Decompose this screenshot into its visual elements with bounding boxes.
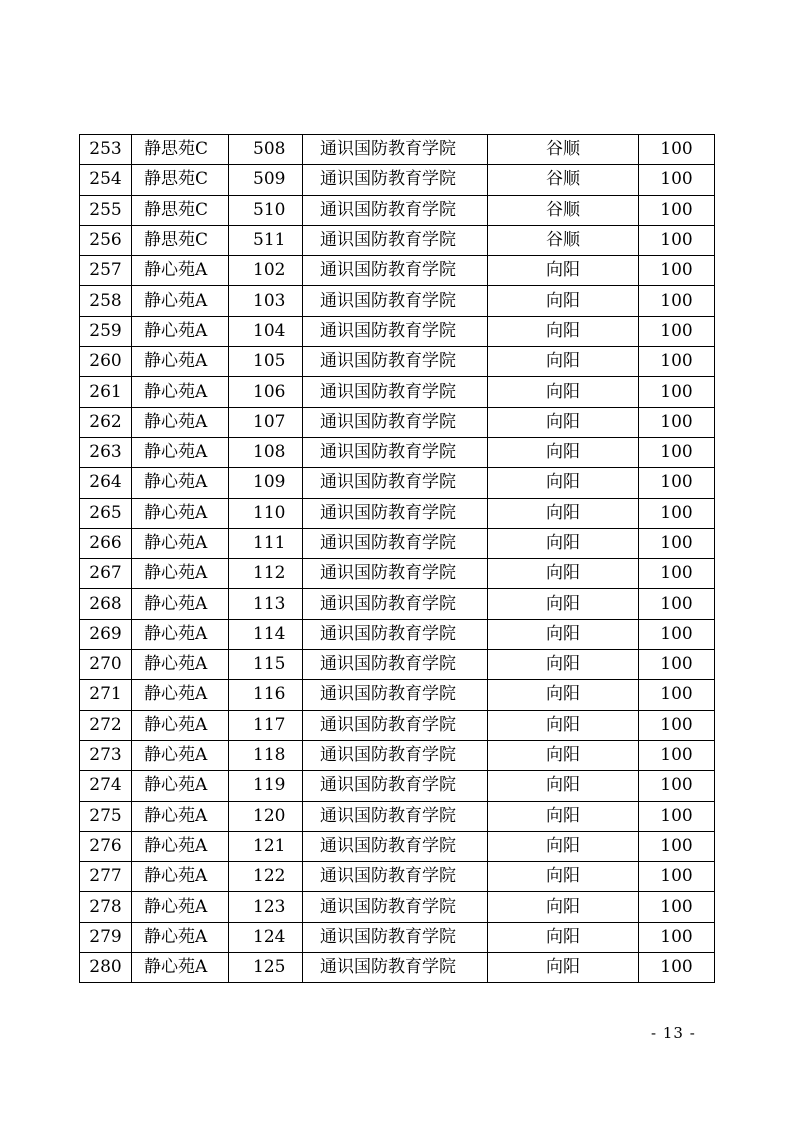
table-row [80,377,715,407]
building-cell: 静心苑A [132,256,229,286]
table-row [80,135,715,165]
dorm-name-cell: 向阳 [488,559,639,589]
college-cell: 通识国防教育学院 [303,165,488,195]
dorm-name-cell: 向阳 [488,498,639,528]
score-cell: 100 [639,922,715,952]
room-number-cell: 125 [229,953,303,983]
table-row [80,286,715,316]
score-cell: 100 [639,710,715,740]
college-cell: 通识国防教育学院 [303,589,488,619]
room-number-cell: 115 [229,650,303,680]
table-row [80,347,715,377]
dorm-name-cell: 向阳 [488,347,639,377]
room-number-cell: 116 [229,680,303,710]
score-cell: 100 [639,407,715,437]
college-cell: 通识国防教育学院 [303,831,488,861]
dorm-name-cell: 向阳 [488,468,639,498]
college-cell: 通识国防教育学院 [303,801,488,831]
building-cell: 静思苑C [132,195,229,225]
table-row [80,256,715,286]
score-cell: 100 [639,953,715,983]
building-cell: 静心苑A [132,528,229,558]
room-number-cell: 112 [229,559,303,589]
room-number-cell: 119 [229,771,303,801]
table-row [80,225,715,255]
building-cell: 静心苑A [132,468,229,498]
room-number-cell: 122 [229,862,303,892]
room-number-cell: 120 [229,801,303,831]
table-row [80,953,715,983]
dorm-name-cell: 向阳 [488,650,639,680]
room-number-cell: 511 [229,225,303,255]
college-cell: 通识国防教育学院 [303,498,488,528]
table-row [80,922,715,952]
row-number-cell: 253 [80,135,132,165]
score-cell: 100 [639,801,715,831]
room-number-cell: 108 [229,437,303,467]
building-cell: 静心苑A [132,953,229,983]
building-cell: 静心苑A [132,862,229,892]
dorm-name-cell: 谷顺 [488,165,639,195]
room-number-cell: 121 [229,831,303,861]
college-cell: 通识国防教育学院 [303,740,488,770]
row-number-cell: 258 [80,286,132,316]
table-row [80,195,715,225]
dorm-name-cell: 向阳 [488,619,639,649]
row-number-cell: 277 [80,862,132,892]
college-cell: 通识国防教育学院 [303,619,488,649]
table-row [80,801,715,831]
table-row [80,710,715,740]
room-number-cell: 111 [229,528,303,558]
college-cell: 通识国防教育学院 [303,468,488,498]
score-cell: 100 [639,377,715,407]
room-number-cell: 508 [229,135,303,165]
table-row [80,892,715,922]
score-cell: 100 [639,680,715,710]
dorm-name-cell: 谷顺 [488,225,639,255]
room-number-cell: 105 [229,347,303,377]
college-cell: 通识国防教育学院 [303,892,488,922]
score-cell: 100 [639,347,715,377]
row-number-cell: 267 [80,559,132,589]
college-cell: 通识国防教育学院 [303,710,488,740]
college-cell: 通识国防教育学院 [303,286,488,316]
dorm-name-cell: 向阳 [488,862,639,892]
score-cell: 100 [639,195,715,225]
room-number-cell: 510 [229,195,303,225]
college-cell: 通识国防教育学院 [303,377,488,407]
room-number-cell: 118 [229,740,303,770]
table-body [80,135,715,983]
score-cell: 100 [639,316,715,346]
score-cell: 100 [639,650,715,680]
building-cell: 静心苑A [132,771,229,801]
building-cell: 静心苑A [132,589,229,619]
building-cell: 静心苑A [132,680,229,710]
row-number-cell: 272 [80,710,132,740]
row-number-cell: 275 [80,801,132,831]
table-row [80,468,715,498]
room-number-cell: 109 [229,468,303,498]
college-cell: 通识国防教育学院 [303,528,488,558]
dorm-name-cell: 向阳 [488,740,639,770]
table-row [80,559,715,589]
building-cell: 静心苑A [132,619,229,649]
building-cell: 静心苑A [132,710,229,740]
score-cell: 100 [639,498,715,528]
building-cell: 静思苑C [132,135,229,165]
building-cell: 静心苑A [132,286,229,316]
college-cell: 通识国防教育学院 [303,316,488,346]
dorm-name-cell: 向阳 [488,892,639,922]
row-number-cell: 274 [80,771,132,801]
row-number-cell: 276 [80,831,132,861]
building-cell: 静心苑A [132,831,229,861]
page-number: - 13 - [651,1024,696,1042]
score-cell: 100 [639,225,715,255]
score-cell: 100 [639,135,715,165]
dormitory-score-table [79,134,715,983]
dorm-name-cell: 向阳 [488,286,639,316]
building-cell: 静心苑A [132,922,229,952]
college-cell: 通识国防教育学院 [303,437,488,467]
row-number-cell: 273 [80,740,132,770]
row-number-cell: 269 [80,619,132,649]
building-cell: 静心苑A [132,740,229,770]
score-cell: 100 [639,528,715,558]
college-cell: 通识国防教育学院 [303,135,488,165]
score-cell: 100 [639,165,715,195]
dorm-name-cell: 向阳 [488,953,639,983]
row-number-cell: 266 [80,528,132,558]
college-cell: 通识国防教育学院 [303,650,488,680]
table-row [80,619,715,649]
building-cell: 静思苑C [132,165,229,195]
row-number-cell: 280 [80,953,132,983]
row-number-cell: 264 [80,468,132,498]
table-row [80,589,715,619]
score-cell: 100 [639,831,715,861]
building-cell: 静心苑A [132,559,229,589]
score-cell: 100 [639,256,715,286]
room-number-cell: 104 [229,316,303,346]
row-number-cell: 262 [80,407,132,437]
row-number-cell: 256 [80,225,132,255]
table-row [80,650,715,680]
dorm-name-cell: 向阳 [488,771,639,801]
table-row [80,498,715,528]
building-cell: 静思苑C [132,225,229,255]
table-row [80,528,715,558]
building-cell: 静心苑A [132,650,229,680]
dorm-name-cell: 向阳 [488,680,639,710]
room-number-cell: 107 [229,407,303,437]
building-cell: 静心苑A [132,407,229,437]
dorm-name-cell: 向阳 [488,437,639,467]
room-number-cell: 103 [229,286,303,316]
college-cell: 通识国防教育学院 [303,953,488,983]
dorm-name-cell: 谷顺 [488,195,639,225]
row-number-cell: 271 [80,680,132,710]
row-number-cell: 263 [80,437,132,467]
table-row [80,680,715,710]
row-number-cell: 255 [80,195,132,225]
college-cell: 通识国防教育学院 [303,407,488,437]
score-cell: 100 [639,740,715,770]
score-cell: 100 [639,892,715,922]
score-cell: 100 [639,589,715,619]
room-number-cell: 110 [229,498,303,528]
college-cell: 通识国防教育学院 [303,195,488,225]
college-cell: 通识国防教育学院 [303,347,488,377]
dorm-name-cell: 向阳 [488,528,639,558]
college-cell: 通识国防教育学院 [303,559,488,589]
score-cell: 100 [639,468,715,498]
building-cell: 静心苑A [132,801,229,831]
dorm-name-cell: 向阳 [488,377,639,407]
row-number-cell: 254 [80,165,132,195]
room-number-cell: 509 [229,165,303,195]
dorm-name-cell: 向阳 [488,831,639,861]
dorm-name-cell: 向阳 [488,316,639,346]
table-row [80,407,715,437]
table-row [80,771,715,801]
building-cell: 静心苑A [132,377,229,407]
college-cell: 通识国防教育学院 [303,771,488,801]
dorm-name-cell: 向阳 [488,801,639,831]
college-cell: 通识国防教育学院 [303,256,488,286]
building-cell: 静心苑A [132,347,229,377]
building-cell: 静心苑A [132,498,229,528]
room-number-cell: 124 [229,922,303,952]
score-cell: 100 [639,437,715,467]
room-number-cell: 113 [229,589,303,619]
score-cell: 100 [639,619,715,649]
table-row [80,740,715,770]
score-cell: 100 [639,771,715,801]
dorm-name-cell: 向阳 [488,589,639,619]
row-number-cell: 261 [80,377,132,407]
building-cell: 静心苑A [132,892,229,922]
row-number-cell: 260 [80,347,132,377]
room-number-cell: 117 [229,710,303,740]
room-number-cell: 102 [229,256,303,286]
score-cell: 100 [639,559,715,589]
dorm-name-cell: 向阳 [488,407,639,437]
score-cell: 100 [639,862,715,892]
dorm-name-cell: 向阳 [488,922,639,952]
row-number-cell: 270 [80,650,132,680]
dorm-name-cell: 向阳 [488,256,639,286]
room-number-cell: 123 [229,892,303,922]
dorm-name-cell: 谷顺 [488,135,639,165]
building-cell: 静心苑A [132,316,229,346]
row-number-cell: 279 [80,922,132,952]
room-number-cell: 106 [229,377,303,407]
row-number-cell: 257 [80,256,132,286]
table-row [80,437,715,467]
college-cell: 通识国防教育学院 [303,225,488,255]
table-row [80,316,715,346]
building-cell: 静心苑A [132,437,229,467]
table-row [80,165,715,195]
score-cell: 100 [639,286,715,316]
table-row [80,862,715,892]
room-number-cell: 114 [229,619,303,649]
row-number-cell: 265 [80,498,132,528]
row-number-cell: 278 [80,892,132,922]
dorm-name-cell: 向阳 [488,710,639,740]
row-number-cell: 268 [80,589,132,619]
table-row [80,831,715,861]
college-cell: 通识国防教育学院 [303,680,488,710]
college-cell: 通识国防教育学院 [303,922,488,952]
row-number-cell: 259 [80,316,132,346]
college-cell: 通识国防教育学院 [303,862,488,892]
